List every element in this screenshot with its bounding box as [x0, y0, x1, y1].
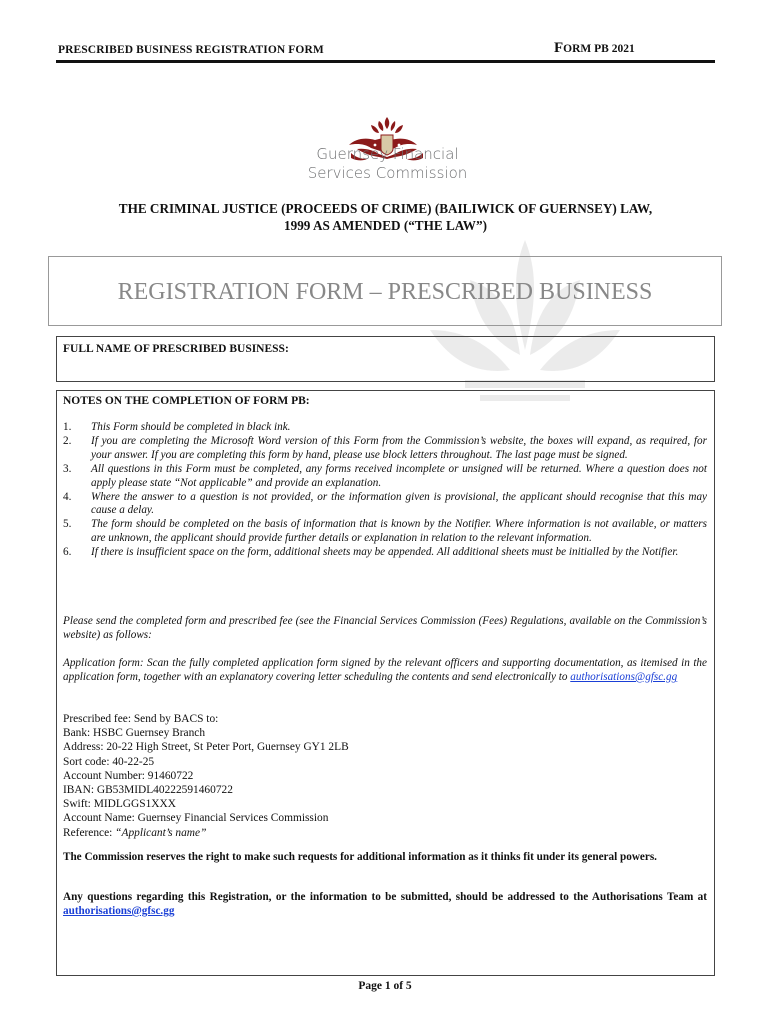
logo-line-2: Services Commission	[307, 164, 468, 182]
note-item	[63, 463, 707, 491]
reference-label: Reference:	[63, 826, 116, 839]
note-number: 4.	[63, 490, 72, 503]
note-text: All questions in this Form must be completed, any forms received incomplete or unsigned will be returned. Where a question does not apply please state “Not applicable” and provide an explanation.	[91, 462, 707, 489]
note-number: 6.	[63, 546, 72, 559]
bank-line: Bank: HSBC Guernsey Branch	[63, 727, 206, 740]
note-text: If there is insufficient space on the form, additional sheets may be appended. All additional sheets must be initialled by the Notifier.	[91, 546, 679, 559]
bank-line: Swift: MIDLGGS1XXX	[63, 798, 176, 811]
notes-list	[63, 421, 707, 560]
form-title-box	[48, 256, 722, 326]
law-title-line-1: THE CRIMINAL JUSTICE (PROCEEDS OF CRIME) (BAILIWICK OF GUERNSEY) LAW,	[118, 201, 653, 216]
bank-line: Prescribed fee: Send by BACS to:	[63, 713, 219, 725]
header-form-title: PRESCRIBED BUSINESS REGISTRATION FORM	[58, 44, 324, 56]
bank-reference	[63, 826, 707, 840]
note-text: This Form should be completed in black ink.	[91, 421, 291, 433]
header-form-code	[554, 40, 635, 57]
page-number: Page 1 of 5	[358, 980, 412, 992]
gfsc-logo-wordmark	[300, 145, 475, 183]
note-text: The form should be completed on the basis of information that is known by the Notifier. Where information is not available, or matters are unknown, the applicant should provide further details or explanation in relation to the relevant information.	[91, 518, 707, 545]
note-text: If you are completing the Microsoft Word version of this Form from the Commission’s website, the boxes will expand, as required, for your answer. If you are completing this form by hand, please use block letters throughout. The last page must be signed.	[91, 434, 707, 461]
full-name-label: FULL NAME OF PRESCRIBED BUSINESS:	[63, 343, 289, 355]
application-text: Application form: Scan the fully completed application form signed by the relevant officers and supporting documentation, as itemised in the application form, together with an explanatory covering letter scheduling the contents and send electronically to	[63, 657, 707, 683]
form-title: REGISTRATION FORM – PRESCRIBED BUSINESS	[117, 279, 653, 305]
full-name-field[interactable]	[56, 336, 715, 382]
header-form-code-rest: ORM PB 2021	[563, 43, 635, 55]
note-item	[63, 421, 707, 435]
header-rule	[56, 60, 715, 63]
bank-line: Account Name: Guernsey Financial Services Commission	[63, 812, 329, 825]
notes-title: NOTES ON THE COMPLETION OF FORM PB:	[63, 395, 310, 407]
questions-contact	[63, 891, 707, 919]
note-number: 1.	[63, 421, 72, 433]
note-number: 2.	[63, 434, 72, 447]
notes-section	[56, 390, 715, 976]
note-number: 3.	[63, 462, 72, 475]
bank-line: Account Number: 91460722	[63, 769, 194, 782]
bank-line: Address: 20-22 High Street, St Peter Port, Guernsey GY1 2LB	[63, 741, 349, 754]
reference-value: “Applicant’s name”	[115, 826, 207, 839]
note-item	[63, 546, 707, 560]
questions-text: Any questions regarding this Registration, or the information to be submitted, should be addressed to the Authorisations Team at	[63, 891, 707, 903]
note-item	[63, 491, 707, 519]
application-email-link[interactable]: authorisations@gfsc.gg	[570, 670, 678, 683]
law-title	[56, 200, 715, 234]
note-number: 5.	[63, 518, 72, 531]
send-instructions: Please send the completed form and prescribed fee (see the Financial Services Commission (Fees) Regulations, available on the Commission’s website) as follows:	[63, 615, 707, 641]
note-item	[63, 435, 707, 463]
application-instructions	[63, 657, 707, 685]
questions-email-link[interactable]: authorisations@gfsc.gg	[63, 904, 175, 917]
note-item	[63, 518, 707, 546]
header-form-code-initial: F	[554, 40, 564, 56]
bank-line: IBAN: GB53MIDL40222591460722	[63, 784, 233, 797]
law-title-line-2: 1999 AS AMENDED (“THE LAW”)	[284, 218, 487, 233]
note-text: Where the answer to a question is not provided, or the information given is provisional, the applicant should recognise that this may cause a delay.	[91, 490, 707, 517]
commission-rights: The Commission reserves the right to make such requests for additional information as it thinks fit under its general powers.	[63, 851, 657, 863]
bank-line: Sort code: 40-22-25	[63, 755, 155, 768]
logo-line-1: Guernsey Financial	[316, 145, 459, 163]
bank-details	[63, 712, 707, 840]
